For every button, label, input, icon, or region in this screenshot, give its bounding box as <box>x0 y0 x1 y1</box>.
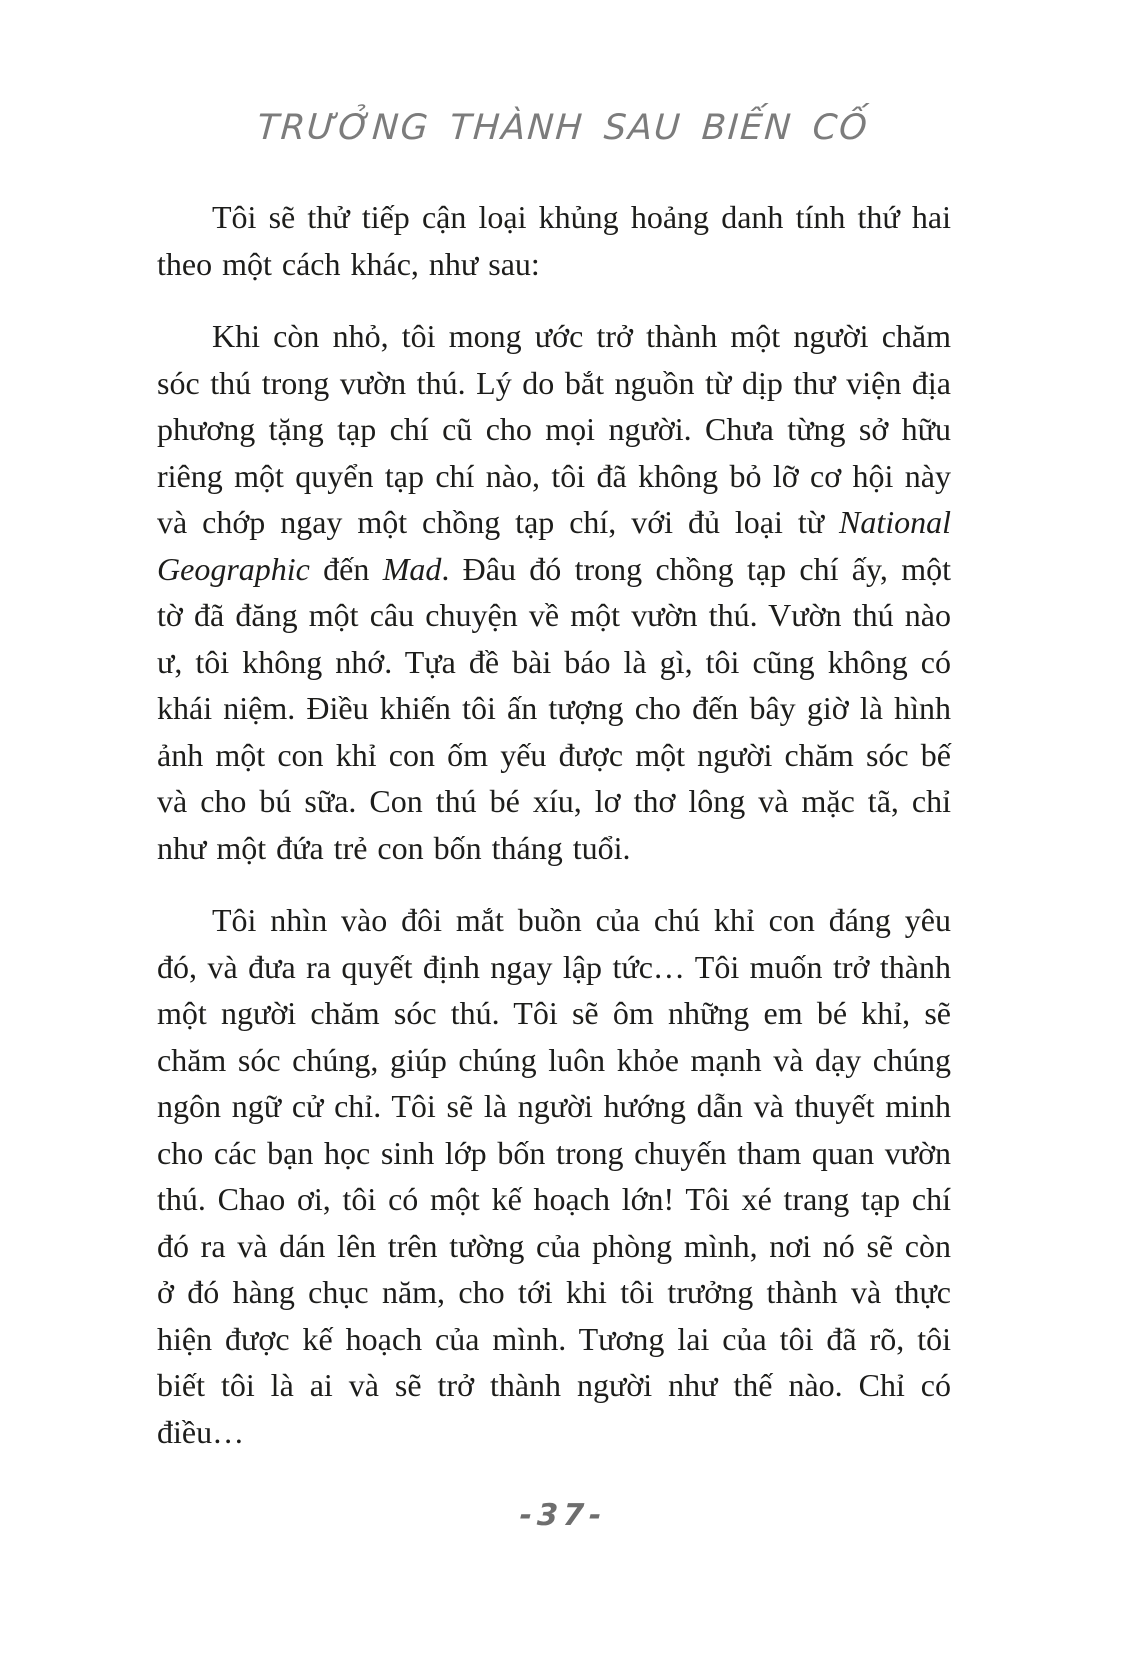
paragraph <box>157 194 951 287</box>
text-run: đến <box>309 550 383 587</box>
page-number: -37- <box>518 1498 608 1533</box>
body-text <box>157 194 951 1481</box>
text-run: . Đâu đó trong chồng tạp chí ấy, một tờ đã đăng một câu chuyện về một vườn thú. Vườn thú nào ư, tôi không nhớ. Tựa đề bài báo là gì, tôi cũng không có khái niệm. Điều khiến tôi ấn tượng cho đến bây giờ là hình ảnh một con khỉ con ốm yếu được một người chăm sóc bế và cho bú sữa. Con thú bé xíu, lơ thơ lông và mặc tã, chỉ như một đứa trẻ con bốn tháng tuổi. <box>157 550 951 866</box>
text-run: Tôi nhìn vào đôi mắt buồn của chú khỉ con đáng yêu đó, và đưa ra quyết định ngay lập tức… Tôi muốn trở thành một người chăm sóc thú. Tôi sẽ ôm những em bé khỉ, sẽ chăm sóc chúng, giúp chúng luôn khỏe mạnh và dạy chúng ngôn ngữ cử chỉ. Tôi sẽ là người hướng dẫn và thuyết minh cho các bạn học sinh lớp bốn trong chuyến tham quan vườn thú. Chao ơi, tôi có một kế hoạch lớn! Tôi xé trang tạp chí đó ra và dán lên trên tường của phòng mình, nơi nó sẽ còn ở đó hàng chục năm, cho tới khi tôi trưởng thành và thực hiện được kế hoạch của mình. Tương lai của tôi đã rõ, tôi biết tôi là ai và sẽ trở thành người như thế nào. Chỉ có điều… <box>157 902 951 1450</box>
text-run: Tôi sẽ thử tiếp cận loại khủng hoảng danh tính thứ hai theo một cách khác, như sau: <box>157 199 951 282</box>
running-header: TRƯỞNG THÀNH SAU BIẾN CỐ <box>255 108 871 148</box>
italic-text-run: National Geographic <box>157 504 951 587</box>
text-run: Khi còn nhỏ, tôi mong ước trở thành một người chăm sóc thú trong vườn thú. Lý do bắt nguồn từ dịp thư viện địa phương tặng tạp chí cũ cho mọi người. Chưa từng sở hữu riêng một quyển tạp chí nào, tôi đã không bỏ lỡ cơ hội này và chớp ngay một chồng tạp chí, với đủ loại từ <box>157 318 951 540</box>
paragraph <box>157 313 951 871</box>
italic-text-run: Mad <box>382 550 442 587</box>
paragraph <box>157 897 951 1455</box>
